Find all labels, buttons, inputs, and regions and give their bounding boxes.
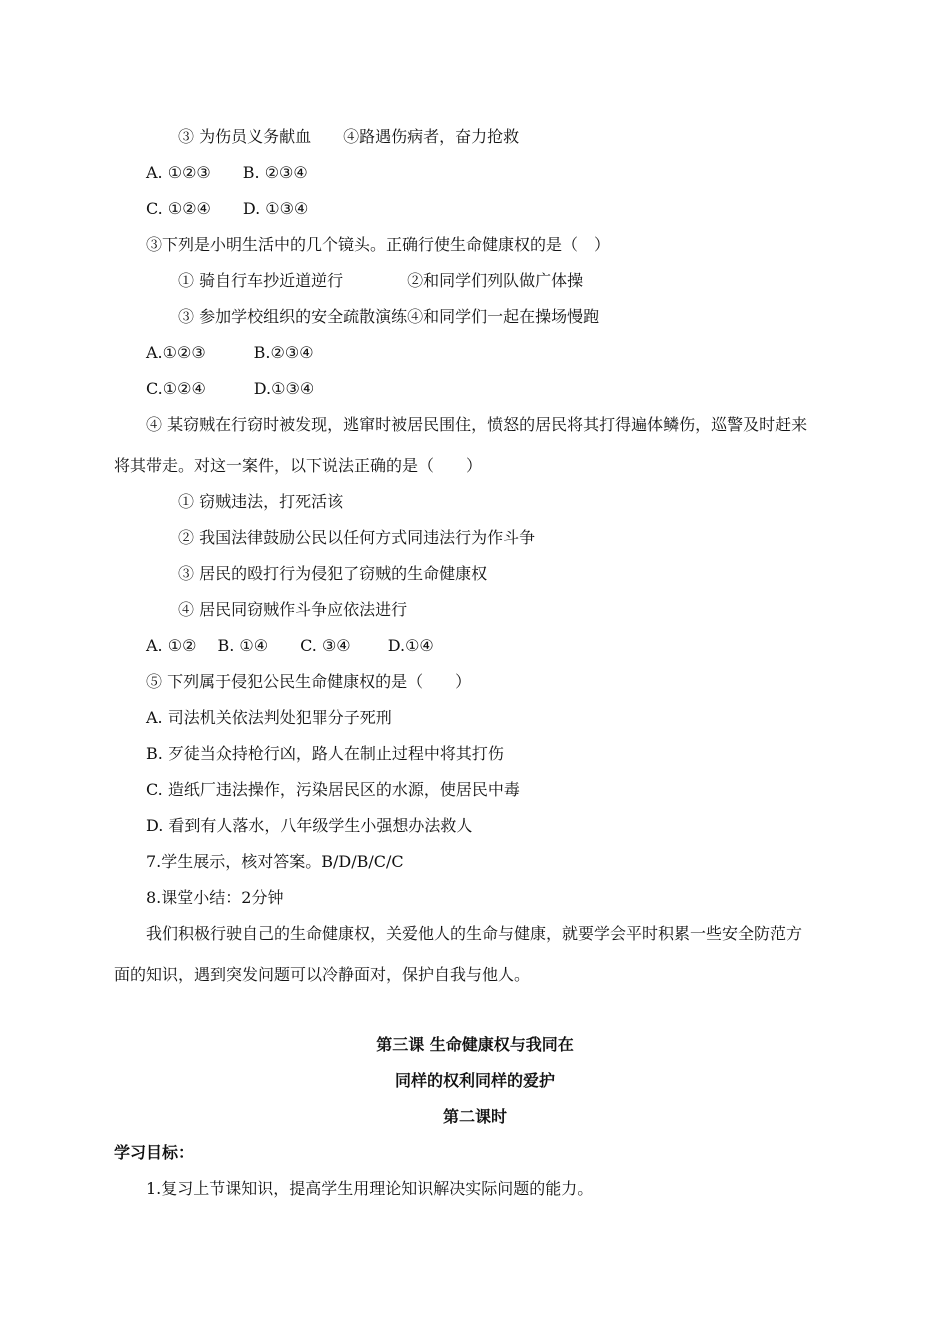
option-line: ④ 居民同窃贼作斗争应依法进行 bbox=[178, 600, 408, 619]
question-4-continued: 将其带走。对这一案件，以下说法正确的是（ ） bbox=[114, 456, 483, 475]
option-line: ③ 参加学校组织的安全疏散演练④和同学们一起在操场慢跑 bbox=[178, 307, 600, 326]
option-line: ② 我国法律鼓励公民以任何方式同违法行为作斗争 bbox=[178, 528, 536, 547]
question-4: ④ 某窃贼在行窃时被发现，逃窜时被居民围住，愤怒的居民将其打得遍体鳞伤，巡警及时赶来 bbox=[146, 415, 808, 434]
summary-paragraph-continued: 面的知识，遇到突发问题可以冷静面对，保护自我与他人。 bbox=[114, 965, 531, 984]
step-8: 8.课堂小结：2分钟 bbox=[146, 888, 284, 907]
question-3: ③下列是小明生活中的几个镜头。正确行使生命健康权的是（ ） bbox=[146, 235, 611, 254]
option-line: B. 歹徒当众持枪行凶，路人在制止过程中将其打伤 bbox=[146, 744, 504, 763]
answer-choices: A. ①②③ B. ②③④ bbox=[146, 163, 308, 182]
lesson-title: 第三课 生命健康权与我同在 bbox=[376, 1035, 574, 1054]
option-line: A. 司法机关依法判处犯罪分子死刑 bbox=[146, 708, 392, 727]
option-line: ③ 为伤员义务献血 ④路遇伤病者，奋力抢救 bbox=[178, 127, 520, 146]
option-line: ① 骑自行车抄近道逆行 ②和同学们列队做广体操 bbox=[178, 271, 584, 290]
objective-item: 1.复习上节课知识，提高学生用理论知识解决实际问题的能力。 bbox=[146, 1179, 594, 1198]
question-5: ⑤ 下列属于侵犯公民生命健康权的是（ ） bbox=[146, 672, 472, 691]
option-line: D. 看到有人落水，八年级学生小强想办法救人 bbox=[146, 816, 473, 835]
objectives-label: 学习目标： bbox=[114, 1143, 195, 1162]
period-title: 第二课时 bbox=[442, 1107, 507, 1126]
answer-choices: C.①②④ D.①③④ bbox=[146, 379, 315, 398]
answer-choices: A. ①② B. ①④ C. ③④ D.①④ bbox=[146, 636, 434, 655]
step-7: 7.学生展示，核对答案。B/D/B/C/C bbox=[146, 852, 404, 871]
option-line: C. 造纸厂违法操作，污染居民区的水源，使居民中毒 bbox=[146, 780, 520, 799]
answer-choices: A.①②③ B.②③④ bbox=[146, 343, 314, 362]
section-title: 同样的权利同样的爱护 bbox=[394, 1071, 555, 1090]
option-line: ③ 居民的殴打行为侵犯了窃贼的生命健康权 bbox=[178, 564, 488, 583]
answer-choices: C. ①②④ D. ①③④ bbox=[146, 199, 309, 218]
option-line: ① 窃贼违法，打死活该 bbox=[178, 492, 344, 511]
summary-paragraph: 我们积极行驶自己的生命健康权，关爱他人的生命与健康，就要学会平时积累一些安全防范方 bbox=[146, 924, 803, 943]
